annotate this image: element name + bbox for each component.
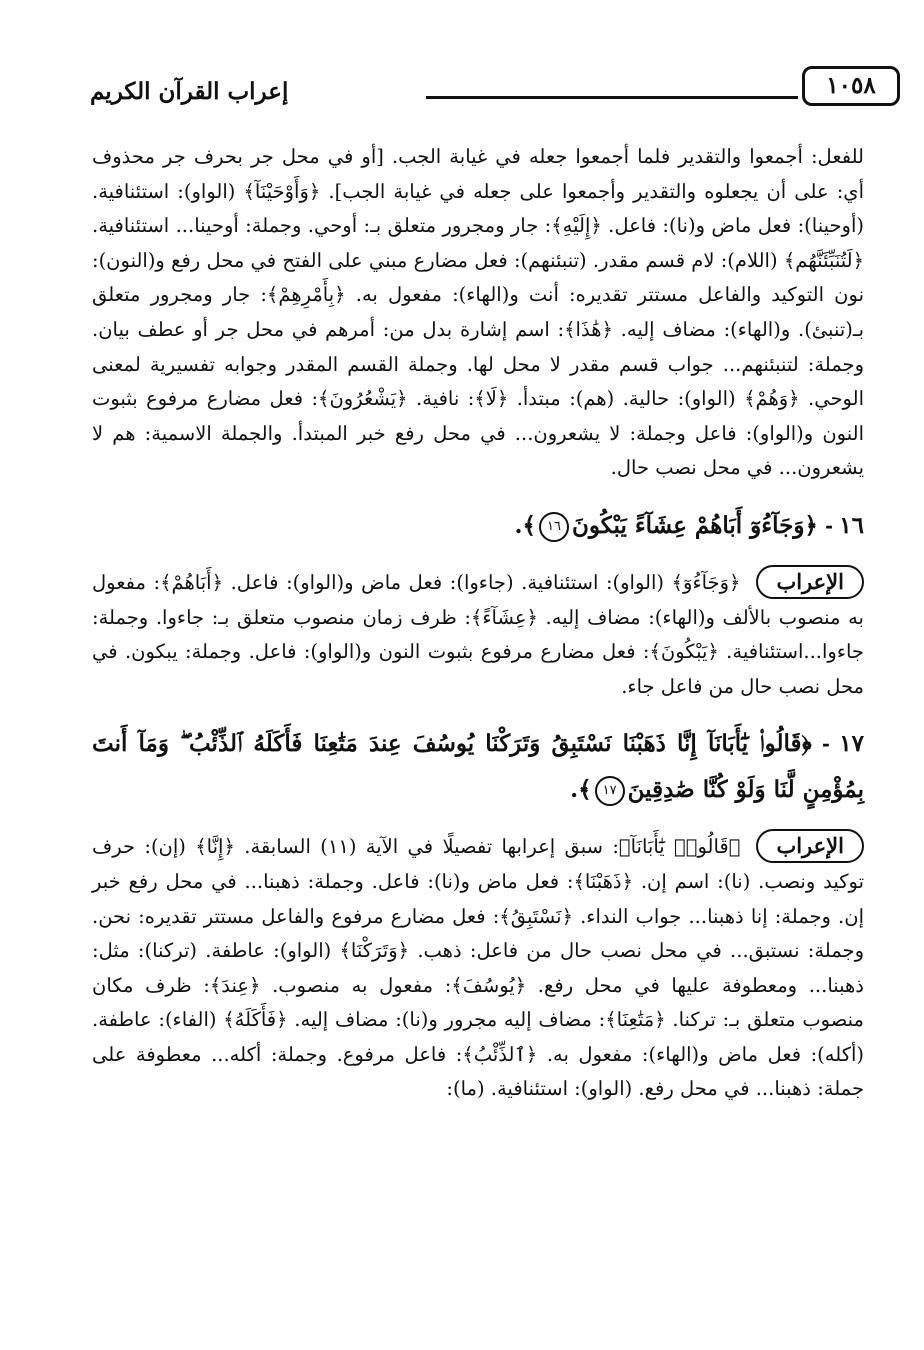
irab-text: ﴿وَجَآءُوٓ﴾ (الواو): استئنافية. (جاءوا): فعل ماض و(الواو): فاعل. ﴿أَبَاهُمْ﴾: مفعول به منصوب بالألف و(الهاء): مضاف إليه. ﴿عِشَآءً﴾: ظرف زمان منصوب متعلق بـ: جاءوا. وجملة: جاءوا...استئنافية. ﴿يَبْكُونَ﴾: فعل مضارع مرفوع بثبوت النون و(الواو): فاعل. وجملة: يبكون. في محل نصب حال من فاعل جاء. (92, 570, 864, 698)
verse-17 (92, 720, 864, 813)
verse-text: ﴿وَجَآءُوٓ أَبَاهُمْ عِشَآءً يَبْكُونَ (572, 511, 818, 539)
irab-text: ﴿قَالُوا۟ يَٰٓأَبَانَآ﴾: سبق إعرابها تفصيلًا في الآية (١١) السابقة. ﴿إِنَّا﴾ (إن): حرف توكيد ونصب. (نا): اسم إن. ﴿ذَهَبْنَا﴾: فعل ماض و(نا): فاعل. وجملة: ذهبنا... في محل رفع خبر إن. وجملة: إنا ذهبنا... جواب النداء. ﴿نَسْتَبِقُ﴾: فعل مضارع مرفوع والفاعل مستتر تقديره: نحن. وجملة: نستبق... في محل نصب حال من فاعل: ذهب. ﴿وَتَرَكْنَا﴾ (الواو): عاطفة. (تركنا): مثل: ذهبنا... ومعطوفة عليها في محل رفع. ﴿يُوسُفَ﴾: مفعول به منصوب. ﴿عِندَ﴾: ظرف مكان منصوب متعلق بـ: تركنا. ﴿مَتَٰعِنَا﴾: مضاف إليه مجرور و(نا): مضاف إليه. ﴿فَأَكَلَهُ﴾ (الفاء): عاطفة. (أكله): فعل ماض و(الهاء): مفعول به. ﴿ٱلذِّئْبُ﴾: فاعل مرفوع. وجملة: أكله... معطوفة على جملة: ذهبنا... في محل رفع. (الواو): استئنافية. (ما): (92, 835, 864, 1101)
verse-number: ١٧ - (822, 730, 865, 757)
page-number: ١٠٥٨ (802, 66, 900, 106)
irab-label: الإعراب (756, 565, 864, 599)
irab-paragraph-17 (92, 829, 864, 1107)
verse-close-bracket: ﴾. (570, 776, 592, 804)
page-header (90, 58, 876, 116)
ayah-number-badge: ١٧ (595, 776, 625, 806)
running-title: إعراب القرآن الكريم (90, 78, 289, 105)
verse-text: ﴿قَالُوا۟ يَٰٓأَبَانَآ إِنَّا ذَهَبْنَا نَسْتَبِقُ وَتَرَكْنَا يُوسُفَ عِندَ مَتَٰعِنَا فَأَكَلَهُ ٱلذِّئْبُ ۖ وَمَآ أَنتَ بِمُؤْمِنٍ لَّنَا وَلَوْ كُنَّا صَٰدِقِينَ (92, 730, 864, 804)
irab-label: الإعراب (756, 829, 864, 863)
verse-16 (92, 502, 864, 549)
verse-close-bracket: ﴾. (514, 511, 537, 539)
ayah-number-badge: ١٦ (539, 512, 569, 542)
irab-paragraph-16 (92, 565, 864, 704)
verse-number: ١٦ - (825, 511, 864, 538)
intro-paragraph: للفعل: أجمعوا والتقدير فلما أجمعوا جعله في غيابة الجب. [أو في محل جر بحرف جر محذوف أي: على أن يجعلوه والتقدير وأجمعوا على جعله في غيابة الجب]. ﴿وَأَوْحَيْنَآ﴾ (الواو): استئنافية. (أوحينا): فعل ماض و(نا): فاعل. ﴿إِلَيْهِ﴾: جار ومجرور متعلق بـ: أوحي. وجملة: أوحينا... استئنافية. ﴿لَتُنَبِّئَنَّهُم﴾ (اللام): لام قسم مقدر. (تنبئنهم): فعل مضارع مبني على الفتح في محل رفع و(النون): نون التوكيد والفاعل مستتر تقديره: أنت و(الهاء): مفعول به. ﴿بِأَمْرِهِمْ﴾: جار ومجرور متعلق بـ(تنبئ). و(الهاء): مضاف إليه. ﴿هَٰذَا﴾: اسم إشارة بدل من: أمرهم في محل جر أو عطف بيان. وجملة: لتنبئنهم... جواب قسم مقدر لا محل لها. وجملة القسم المقدر وجوابه تفسيرية لمعنى الوحي. ﴿وَهُمْ﴾ (الواو): حالية. (هم): مبتدأ. ﴿لَا﴾: نافية. ﴿يَشْعُرُونَ﴾: فعل مضارع مرفوع بثبوت النون و(الواو): فاعل وجملة: لا يشعرون... في محل رفع خبر المبتدأ. والجملة الاسمية: هم لا يشعرون... في محل نصب حال. (92, 145, 864, 480)
header-rule (426, 96, 798, 99)
page-content (92, 140, 864, 1107)
